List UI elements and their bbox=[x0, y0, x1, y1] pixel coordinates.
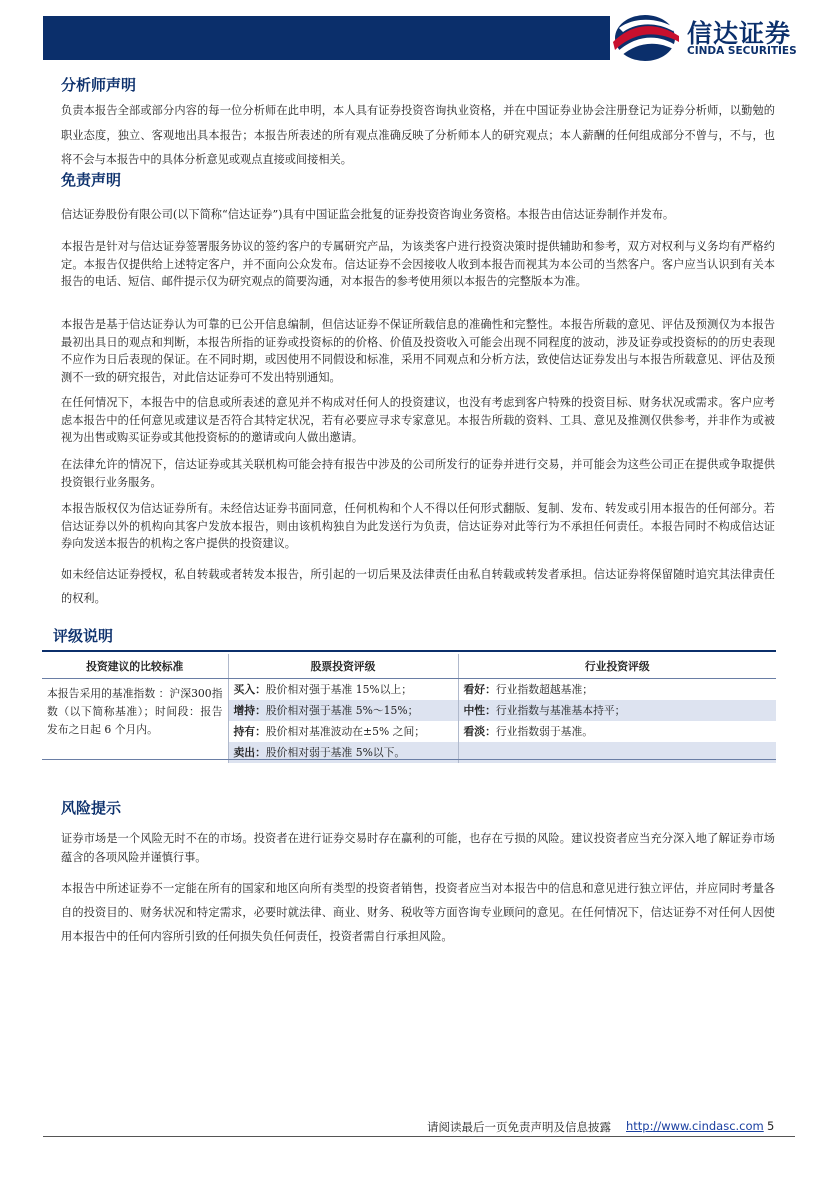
rating-top-rule bbox=[42, 650, 776, 652]
header-stock-rating: 股票投资评级 bbox=[228, 654, 458, 679]
industry-rating-cell: 看淡：行业指数弱于基准。 bbox=[463, 725, 594, 738]
industry-rating-cell: 看好：行业指数超越基准； bbox=[463, 683, 594, 696]
stock-rating-cell: 持有：股价相对基准波动在±5% 之间； bbox=[228, 721, 458, 742]
stock-rating-cell: 买入：股价相对强于基准 15%以上； bbox=[228, 679, 458, 701]
risk-heading: 风险提示 bbox=[61, 799, 122, 817]
disclaimer-paragraph: 如未经信达证券授权，私自转载或者转发本报告，所引起的一切后果及法律责任由私自转载或转发者承担。信达证券将保留随时追究其法律责任的权利。 bbox=[61, 568, 775, 605]
analyst-heading: 分析师声明 bbox=[61, 76, 137, 94]
header-benchmark: 投资建议的比较标准 bbox=[42, 654, 228, 679]
rating-heading: 评级说明 bbox=[53, 627, 114, 645]
analyst-statement: 负责本报告全部或部分内容的每一位分析师在此申明，本人具有证券投资咨询执业资格，并在中国证券业协会注册登记为证券分析师，以勤勉的职业态度，独立、客观地出具本报告；本报告所表述的所有观点准确反映了分析师本人的研究观点；本人薪酬的任何组成部分不曾与，不与，也将不会与本报告中的具体分析意见或观点直接或间接相关。 bbox=[61, 104, 775, 166]
header-bar bbox=[43, 16, 610, 60]
rating-bottom-rule bbox=[42, 759, 776, 760]
disclaimer-paragraph: 本报告版权仅为信达证券所有。未经信达证券书面同意，任何机构和个人不得以任何形式翻版、复制、发布、转发或引用本报告的任何部分。若信达证券以外的机构向其客户发放本报告，则由该机构独自为此发送行为负责，信达证券对此等行为不承担任何责任。本报告同时不构成信达证券向发送本报告的机构之客户提供的投资建议。 bbox=[61, 502, 775, 550]
footer-website-link[interactable]: http://www.cindasc.com bbox=[626, 1119, 764, 1133]
footer-rule bbox=[43, 1136, 795, 1137]
stock-rating-cell: 增持：股价相对强于基准 5%～15%； bbox=[228, 700, 458, 721]
disclaimer-paragraph: 本报告是基于信达证券认为可靠的已公开信息编制，但信达证券不保证所载信息的准确性和完整性。本报告所载的意见、评估及预测仅为本报告最初出具日的观点和判断，本报告所指的证券或投资标的的价格、价值及投资收入可能会出现不同程度的波动，涉及证券或投资标的的历史表现不应作为日后表现的保证。在不同时期，或因使用不同假设和标准，采用不同观点和分析方法，致使信达证券发出与本报告所载意见、评估及预测不一致的研究报告，对此信达证券可不发出特别通知。 bbox=[61, 318, 775, 384]
table-row bbox=[42, 679, 776, 701]
cinda-logo bbox=[605, 12, 810, 64]
rating-table-header bbox=[42, 654, 776, 679]
disclaimer-paragraph: 信达证券股份有限公司(以下简称“信达证券”)具有中国证监会批复的证券投资咨询业务资格。本报告由信达证券制作并发布。 bbox=[61, 208, 675, 221]
logo-chinese: 信达证券 bbox=[687, 19, 792, 48]
page-number: 5 bbox=[767, 1119, 775, 1133]
logo-english: CINDA SECURITIES bbox=[687, 45, 797, 57]
benchmark-cell: 本报告采用的基准指数 ：沪深300指数（以下简称基准）；时间段：报告发布之日起 6 个月内。 bbox=[42, 679, 228, 764]
header-industry-rating: 行业投资评级 bbox=[458, 654, 776, 679]
footer-notice: 请阅读最后一页免责声明及信息披露 bbox=[427, 1120, 611, 1134]
globe-logo-icon bbox=[605, 12, 685, 64]
industry-rating-cell: 中性：行业指数与基准基本持平； bbox=[458, 700, 776, 721]
risk-paragraph: 本报告中所述证券不一定能在所有的国家和地区向所有类型的投资者销售，投资者应当对本报告中的信息和意见进行独立评估，并应同时考量各自的投资目的、财务状况和特定需求，必要时就法律、商业、财务、税收等方面咨询专业顾问的意见。在任何情况下，信达证券不对任何人因使用本报告中的任何内容所引致的任何损失负任何责任，投资者需自行承担风险。 bbox=[61, 882, 775, 943]
disclaimer-heading: 免责声明 bbox=[61, 171, 122, 189]
stock-rating-cell: 卖出：股价相对弱于基准 5%以下。 bbox=[228, 742, 458, 763]
disclaimer-paragraph: 本报告是针对与信达证券签署服务协议的签约客户的专属研究产品，为该类客户进行投资决策时提供辅助和参考，双方对权利与义务均有严格约定。本报告仅提供给上述特定客户，并不面向公众发布。信达证券不会因接收人收到本报告而视其为本公司的当然客户。客户应当认识到有关本报告的电话、短信、邮件提示仅为研究观点的简要沟通，对本报告的参考使用须以本报告的完整版本为准。 bbox=[61, 240, 775, 288]
disclaimer-paragraph: 在法律允许的情况下，信达证券或其关联机构可能会持有报告中涉及的公司所发行的证券并进行交易，并可能会为这些公司正在提供或争取提供投资银行业务服务。 bbox=[61, 458, 775, 489]
risk-paragraph: 证券市场是一个风险无时不在的市场。投资者在进行证券交易时存在赢利的可能，也存在亏损的风险。建议投资者应当充分深入地了解证券市场蕴含的各项风险并谨慎行事。 bbox=[61, 832, 775, 864]
disclaimer-paragraph: 在任何情况下，本报告中的信息或所表述的意见并不构成对任何人的投资建议，也没有考虑到客户特殊的投资目标、财务状况或需求。客户应考虑本报告中的任何意见或建议是否符合其特定状况，若有必要应寻求专家意见。本报告所载的资料、工具、意见及推测仅供参考，并非作为或被视为出售或购买证券或其他投资标的的邀请或向人做出邀请。 bbox=[61, 396, 775, 444]
rating-table bbox=[42, 654, 776, 763]
